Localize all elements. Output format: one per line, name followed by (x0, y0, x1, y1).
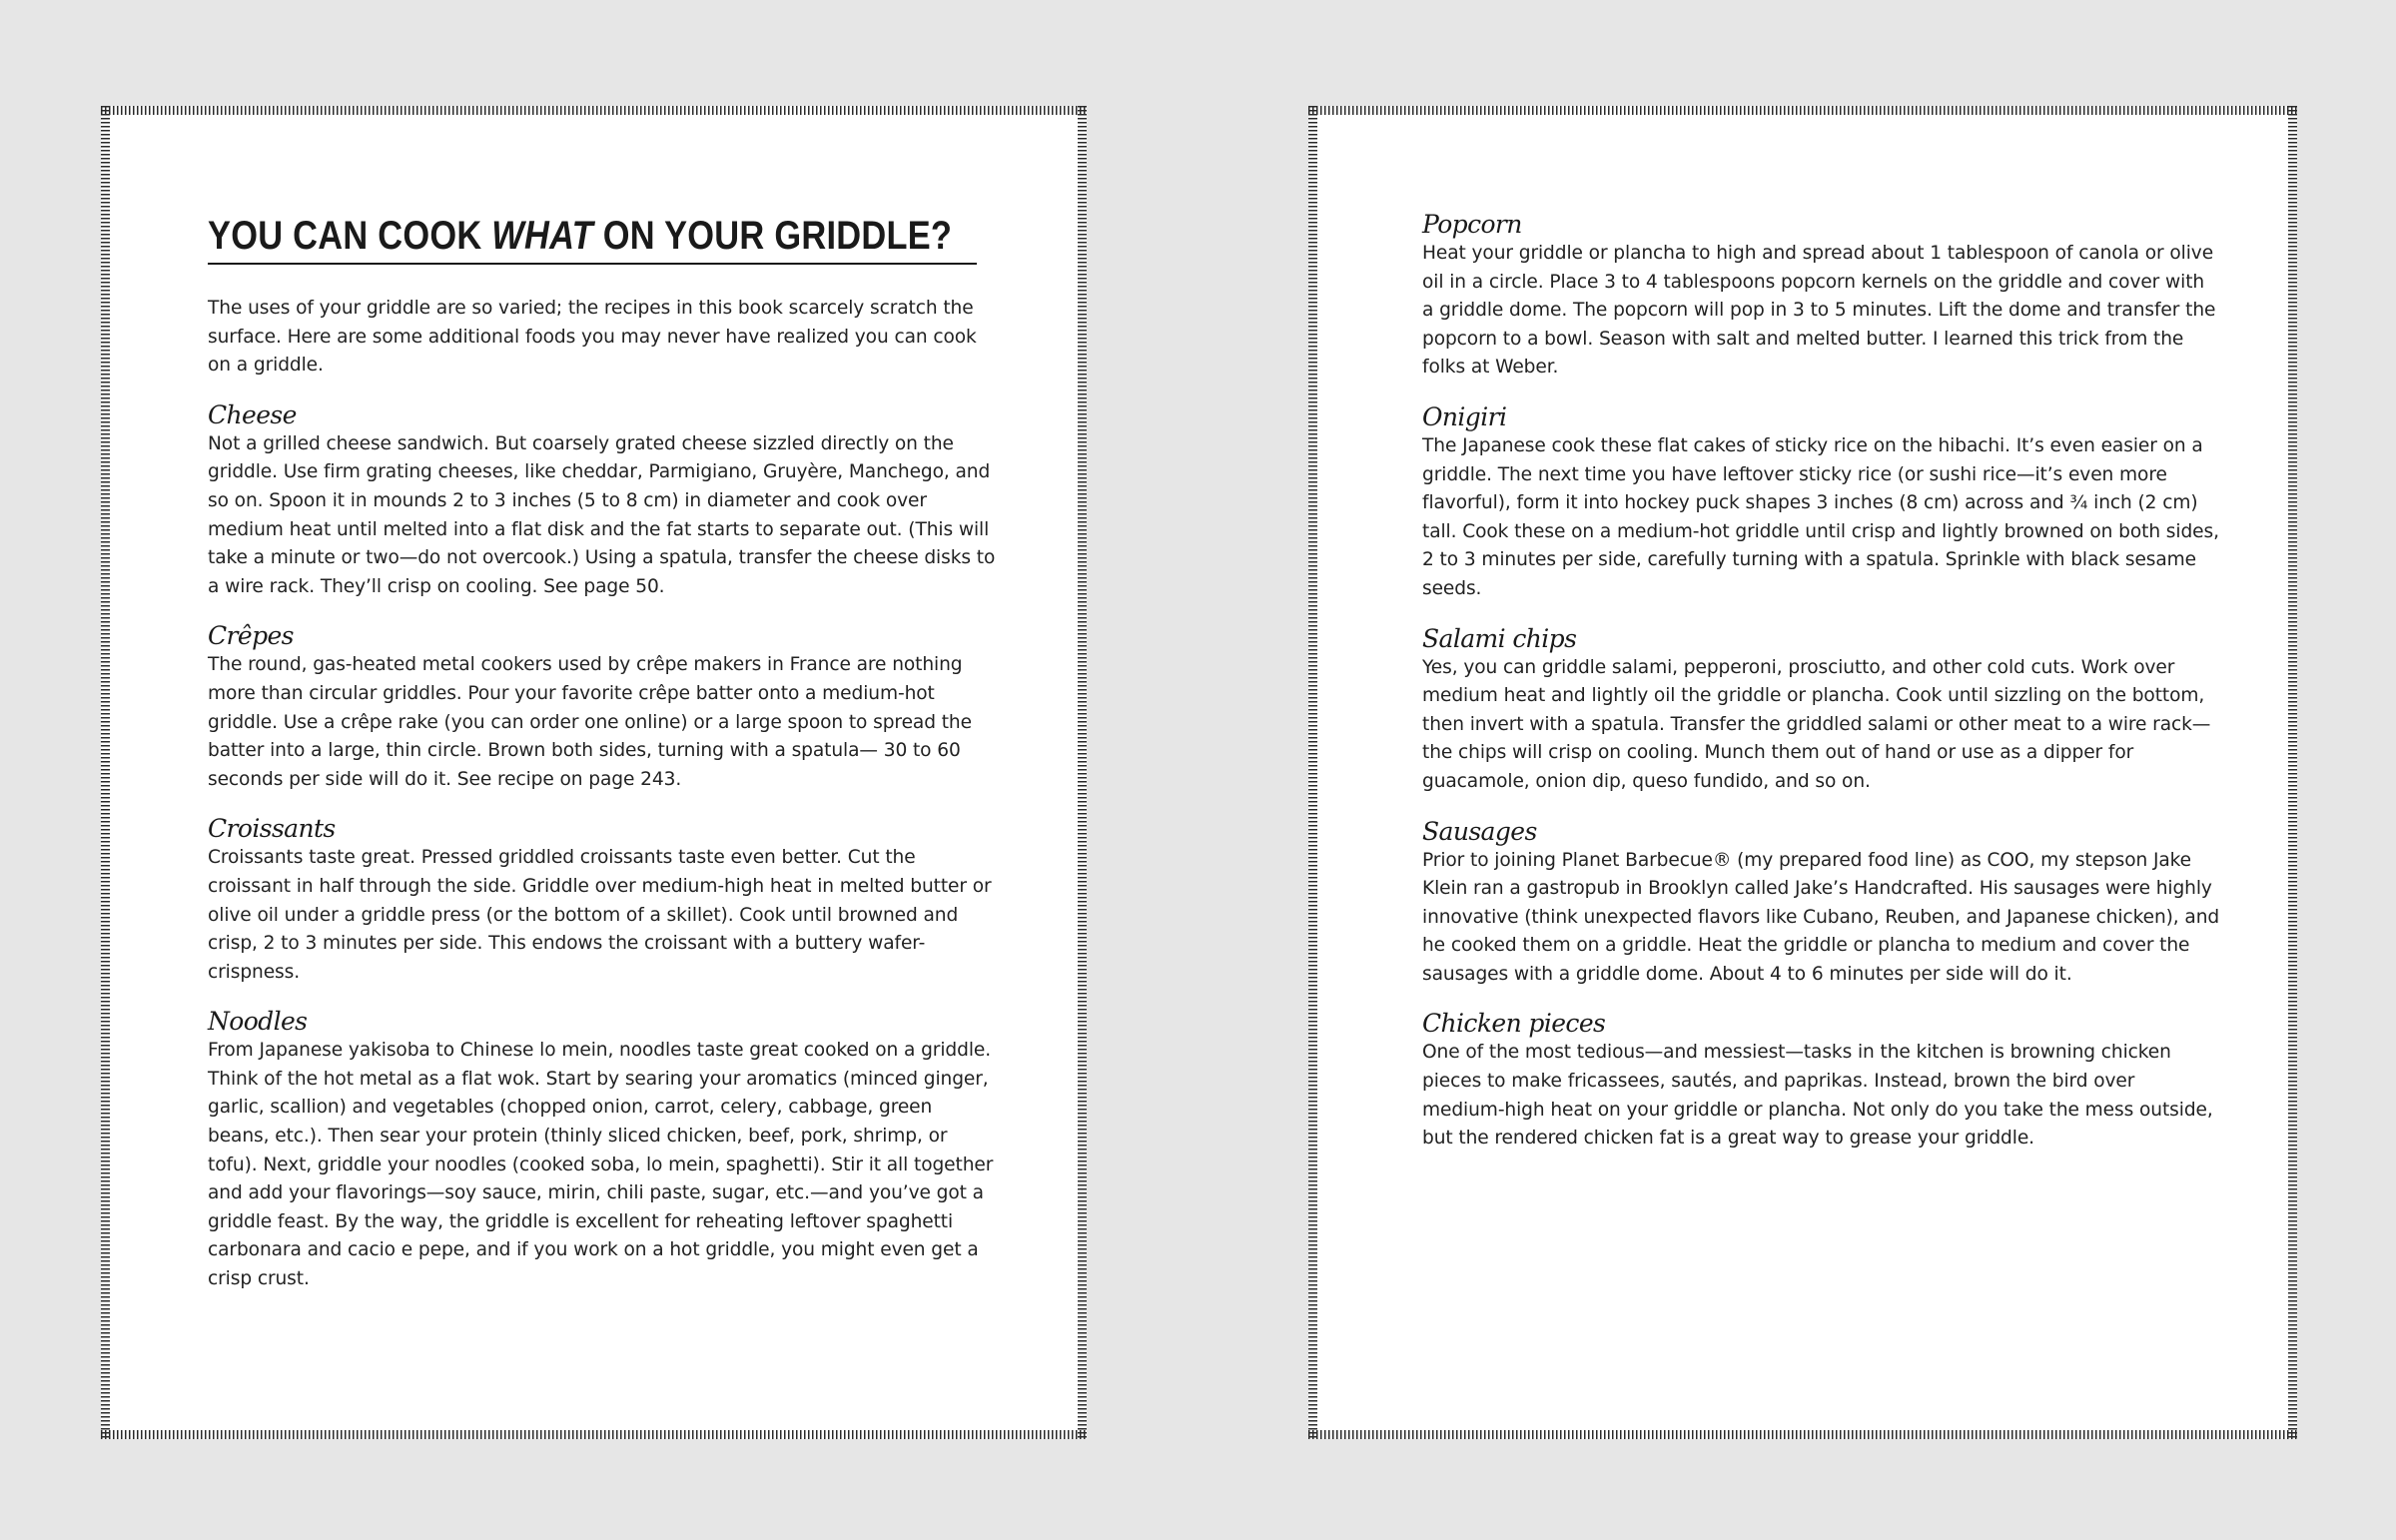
section-body: Croissants taste great. Pressed griddled croissants taste even better. Cut the croissant in half through the side. Griddle over medium-high heat in melted butter or olive oil under a griddle press (or the bottom of a skillet). Cook until browned and crisp, 2 to 3 minutes per side. This endows the croissant with a buttery wafer-crispness. (208, 847, 992, 983)
section-body: Prior to joining Planet Barbecue® (my prepared food line) as COO, my stepson Jake Klein ran a gastropub in Brooklyn called Jake’s Handcrafted. His sausages were highly innovative (think unexpected flavors like Cubano, Reuben, and Japanese chicken), and he cooked them on a griddle. Heat the griddle or plancha to medium and cover the sausages with a griddle dome. About 4 to 6 minutes per side will do it. (1422, 849, 2220, 985)
page-border-top (101, 106, 1087, 115)
right-page (1308, 106, 2297, 1439)
page-border-top (1308, 106, 2297, 115)
title-emphasis: WHAT (491, 214, 593, 258)
section-heading: Salami chips (1422, 623, 1577, 653)
section-heading: Cheese (208, 399, 297, 429)
section-body: From Japanese yakisoba to Chinese lo mein, noodles taste great cooked on a griddle. Think of the hot metal as a flat wok. Start by searing your aromatics (minced ginger, garlic, scallion) and vegetables (chopped onion, carrot, celery, cabbage, green beans, etc.). Then sear your protein (thinly sliced chicken, beef, pork, shrimp, or tofu). Next, griddle your noodles (cooked soba, lo mein, spaghetti). Stir it all together and add your flavorings—soy sauce, mirin, chili paste, sugar, etc.—and you’ve got a griddle feast. By the way, the griddle is excellent for reheating leftover spaghetti carbonara and cacio e pepe, and if you work on a hot griddle, you might even get a crisp crust. (208, 1040, 994, 1290)
section-cheese (208, 400, 997, 602)
title-part-1: YOU CAN COOK (208, 214, 492, 258)
section-body: Yes, you can griddle salami, pepperoni, prosciutto, and other cold cuts. Work over medium heat and lightly oil the griddle or plancha. Cook until sizzling on the bottom, then invert with a spatula. Transfer the griddled salami or other meat to a wire rack—the chips will crisp on cooling. Munch them out of hand or use as a dipper for guacamole, onion dip, queso fundido, and so on. (1422, 656, 2211, 792)
page-title (208, 213, 977, 265)
page-border-left (1308, 106, 1317, 1439)
title-part-2: ON YOUR GRIDDLE? (592, 214, 953, 258)
section-body: The Japanese cook these flat cakes of sticky rice on the hibachi. It’s even easier on a griddle. The next time you have leftover sticky rice (or sushi rice—it’s even more flavorful), form it into hockey puck shapes 3 inches (8 cm) across and ¾ inch (2 cm) tall. Cook these on a medium-hot griddle until crisp and lightly browned on both sides, 2 to 3 minutes per side, carefully turning with a spatula. Sprinkle with black sesame seeds. (1422, 434, 2219, 599)
left-page (101, 106, 1087, 1439)
section-croissants (208, 814, 997, 987)
page-border-bottom (101, 1430, 1087, 1439)
section-body: Not a grilled cheese sandwich. But coarsely grated cheese sizzled directly on the griddle. Use firm grating cheeses, like cheddar, Parmigiano, Gruyère, Manchego, and so on. Spoon it in mounds 2 to 3 inches (5 to 8 cm) in diameter and cook over medium heat until melted into a flat disk and the fat starts to separate out. (This will take a minute or two—do not overcook.) Using a spatula, transfer the cheese disks to a wire rack. They’ll crisp on cooling. See page 50. (208, 432, 996, 597)
page-border-right (1078, 106, 1087, 1439)
section-heading: Chicken pieces (1422, 1009, 1606, 1039)
page-border-bottom (1308, 1430, 2297, 1439)
section-heading: Crêpes (208, 621, 294, 651)
section-body: One of the most tedious—and messiest—tasks in the kitchen is browning chicken pieces to make fricassees, sautés, and paprikas. Instead, brown the bird over medium-high heat on your griddle or plancha. Not only do you take the mess outside, but the rendered chicken fat is a great way to grease your griddle. (1422, 1042, 2213, 1150)
page-border-left (101, 106, 110, 1439)
section-heading: Croissants (208, 814, 336, 844)
right-page-content (1422, 210, 2221, 1173)
left-page-content (208, 213, 997, 1314)
section-heading: Noodles (208, 1007, 308, 1037)
intro-paragraph: The uses of your griddle are so varied; the recipes in this book scarcely scratch the surface. Here are some additional foods you may never have realized you can cook on a griddle. (208, 298, 977, 377)
section-chicken-pieces (1422, 1009, 2221, 1153)
section-sausages (1422, 817, 2221, 990)
section-heading: Popcorn (1422, 210, 1522, 239)
section-body: Heat your griddle or plancha to high and spread about 1 tablespoon of canola or olive oil in a circle. Place 3 to 4 tablespoons popcorn kernels on the griddle and cover with a griddle dome. The popcorn will pop in 3 to 5 minutes. Lift the dome and transfer the popcorn to a bowl. Season with salt and melted butter. I learned this trick from the folks at Weber. (1422, 243, 2216, 379)
section-noodles (208, 1007, 997, 1293)
section-body: The round, gas-heated metal cookers used by crêpe makers in France are nothing more than circular griddles. Pour your favorite crêpe batter onto a medium-hot griddle. Use a crêpe rake (you can order one online) or a large spoon to spread the batter into a large, thin circle. Brown both sides, turning with a spatula— 30 to 60 seconds per side will do it. See recipe on page 243. (208, 654, 972, 790)
section-onigiri (1422, 402, 2221, 604)
section-heading: Onigiri (1422, 401, 1507, 431)
section-salami-chips (1422, 624, 2221, 797)
section-crepes (208, 621, 997, 794)
page-border-right (2288, 106, 2297, 1439)
section-heading: Sausages (1422, 816, 1537, 846)
section-popcorn (1422, 210, 2221, 383)
